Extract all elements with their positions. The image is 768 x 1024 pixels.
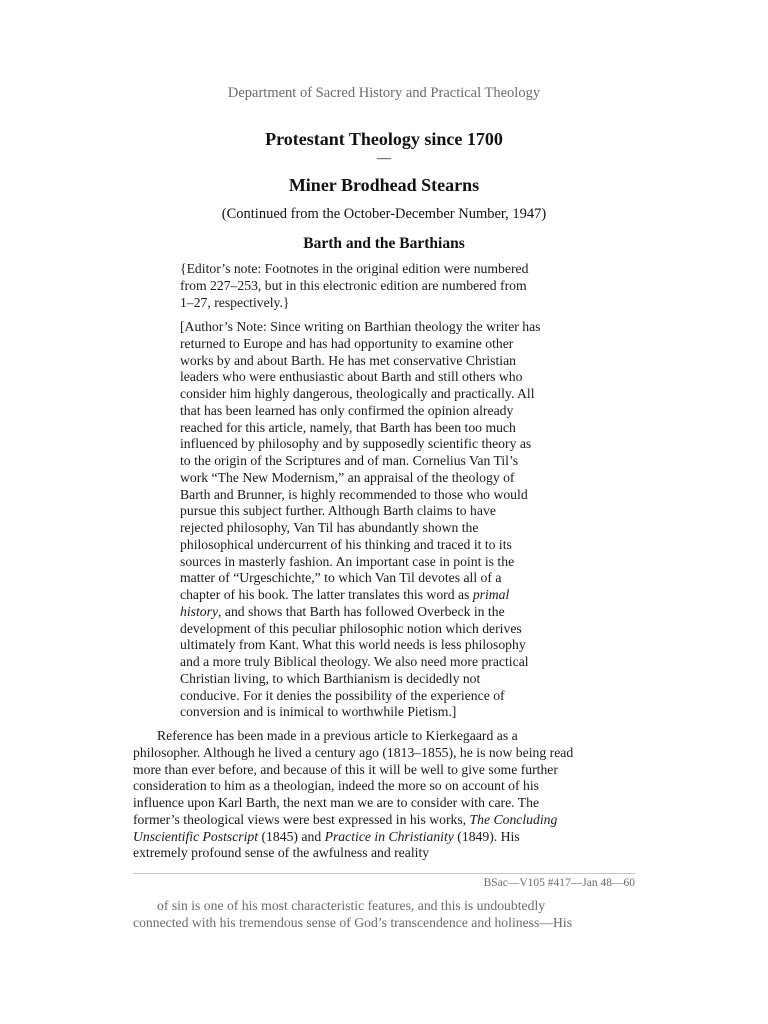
author-note-line: Christian living, to which Barthianism is decidedly not: [180, 670, 481, 686]
author-note-line: [Author’s Note: Since writing on Barthian theology the writer has: [180, 319, 541, 334]
editor-note-line: 1–27, respectively.}: [180, 294, 290, 310]
body-line: Reference has been made in a previous article to Kierkegaard as a: [157, 728, 518, 743]
body-text: (1845) and: [258, 828, 325, 844]
author-note-text: chapter of his book. The latter translates this word as: [180, 587, 473, 602]
book-title-concluding: The Concluding: [469, 811, 558, 827]
author-note-line: leaders who were enthusiastic about Barth and still others who: [180, 369, 523, 385]
author-note-line: [180, 587, 580, 604]
body-line: more than ever before, and because of this it will be well to give some further: [133, 761, 558, 777]
article-author: Miner Brodhead Stearns: [288, 175, 480, 195]
next-page-text: [133, 898, 635, 932]
author-note-line: conversion and is inimical to worthwhile Pietism.]: [180, 704, 457, 720]
author-note-line: that has been learned has only confirmed the opinion already: [180, 402, 514, 418]
author-note-line: consider him highly dangerous, theologically and practically. All: [180, 386, 535, 401]
next-page-line: connected with his tremendous sense of God’s transcendence and holiness—His: [133, 914, 573, 930]
author-note-line: influenced by philosophy and by supposedly scientific theory as: [180, 436, 532, 452]
department-header: Department of Sacred History and Practical Theology: [227, 85, 541, 101]
body-line: influence upon Karl Barth, the next man we are to consider with care. The: [133, 795, 540, 810]
body-line: [133, 812, 635, 829]
editor-note-line: from 227–253, but in this electronic edition are numbered from: [180, 277, 527, 293]
editor-note: [180, 261, 580, 311]
author-note-line: Barth and Brunner, is highly recommended to those who would: [180, 486, 528, 502]
author-note-line: pursue this subject further. Although Barth claims to have: [180, 503, 496, 519]
body-line: [133, 829, 635, 846]
author-note-line: work “The New Modernism,” an appraisal of the theology of: [180, 469, 515, 485]
author-note-line: conducive. For it denies the possibility of the experience of: [180, 687, 505, 703]
article-title: Protestant Theology since 1700: [265, 129, 503, 149]
body-line: philosopher. Although he lived a century ago (1813–1855), he is now being read: [133, 744, 574, 760]
author-note-line: philosophical undercurrent of his thinking and traced it to its: [180, 536, 512, 552]
author-note-line: [180, 604, 580, 621]
section-heading: Barth and the Barthians: [303, 235, 465, 252]
author-note-line: matter of “Urgeschichte,” to which Van Til devotes all of a: [180, 570, 502, 586]
page-reference: BSac—V105 #417—Jan 48—60: [483, 877, 635, 889]
page-divider: [133, 873, 635, 874]
author-note-line: works by and about Barth. He has met conservative Christian: [180, 352, 517, 368]
author-note-line: rejected philosophy, Van Til has abundantly shown the: [180, 520, 479, 535]
title-separator: —: [377, 151, 391, 166]
author-note-line: returned to Europe and has had opportunity to examine other: [180, 335, 514, 351]
body-line: consideration to him as a theologian, indeed the more so on account of his: [133, 778, 539, 794]
author-note-line: ultimately from Kant. What this world needs is less philosophy: [180, 637, 526, 653]
body-line: extremely profound sense of the awfulness and reality: [133, 845, 430, 861]
next-page-line: of sin is one of his most characteristic features, and this is undoubtedly: [157, 898, 546, 913]
book-title-postscript: Unscientific Postscript: [133, 828, 259, 844]
author-note-line: development of this peculiar philosophic notion which derives: [180, 620, 522, 636]
continued-note: (Continued from the October-December Number, 1947): [221, 206, 547, 222]
author-note-line: to the origin of the Scriptures and of man. Cornelius Van Til’s: [180, 453, 519, 468]
italic-term-primal: primal: [472, 587, 510, 602]
body-text: former’s theological views were best expressed in his works,: [133, 811, 470, 827]
body-paragraph: [133, 728, 635, 862]
author-note-text: , and shows that Barth has followed Overbeck in the: [218, 603, 505, 619]
body-text: (1849). His: [453, 828, 520, 844]
italic-term-history: history: [180, 603, 219, 619]
author-note-line: sources in masterly fashion. An important case in point is the: [180, 553, 515, 569]
editor-note-line: {Editor’s note: Footnotes in the original edition were numbered: [180, 261, 529, 276]
author-note: [180, 319, 580, 721]
author-note-line: and a more truly Biblical theology. We also need more practical: [180, 654, 529, 669]
author-note-line: reached for this article, namely, that Barth has been too much: [180, 419, 516, 435]
book-title-practice: Practice in Christianity: [324, 828, 454, 844]
